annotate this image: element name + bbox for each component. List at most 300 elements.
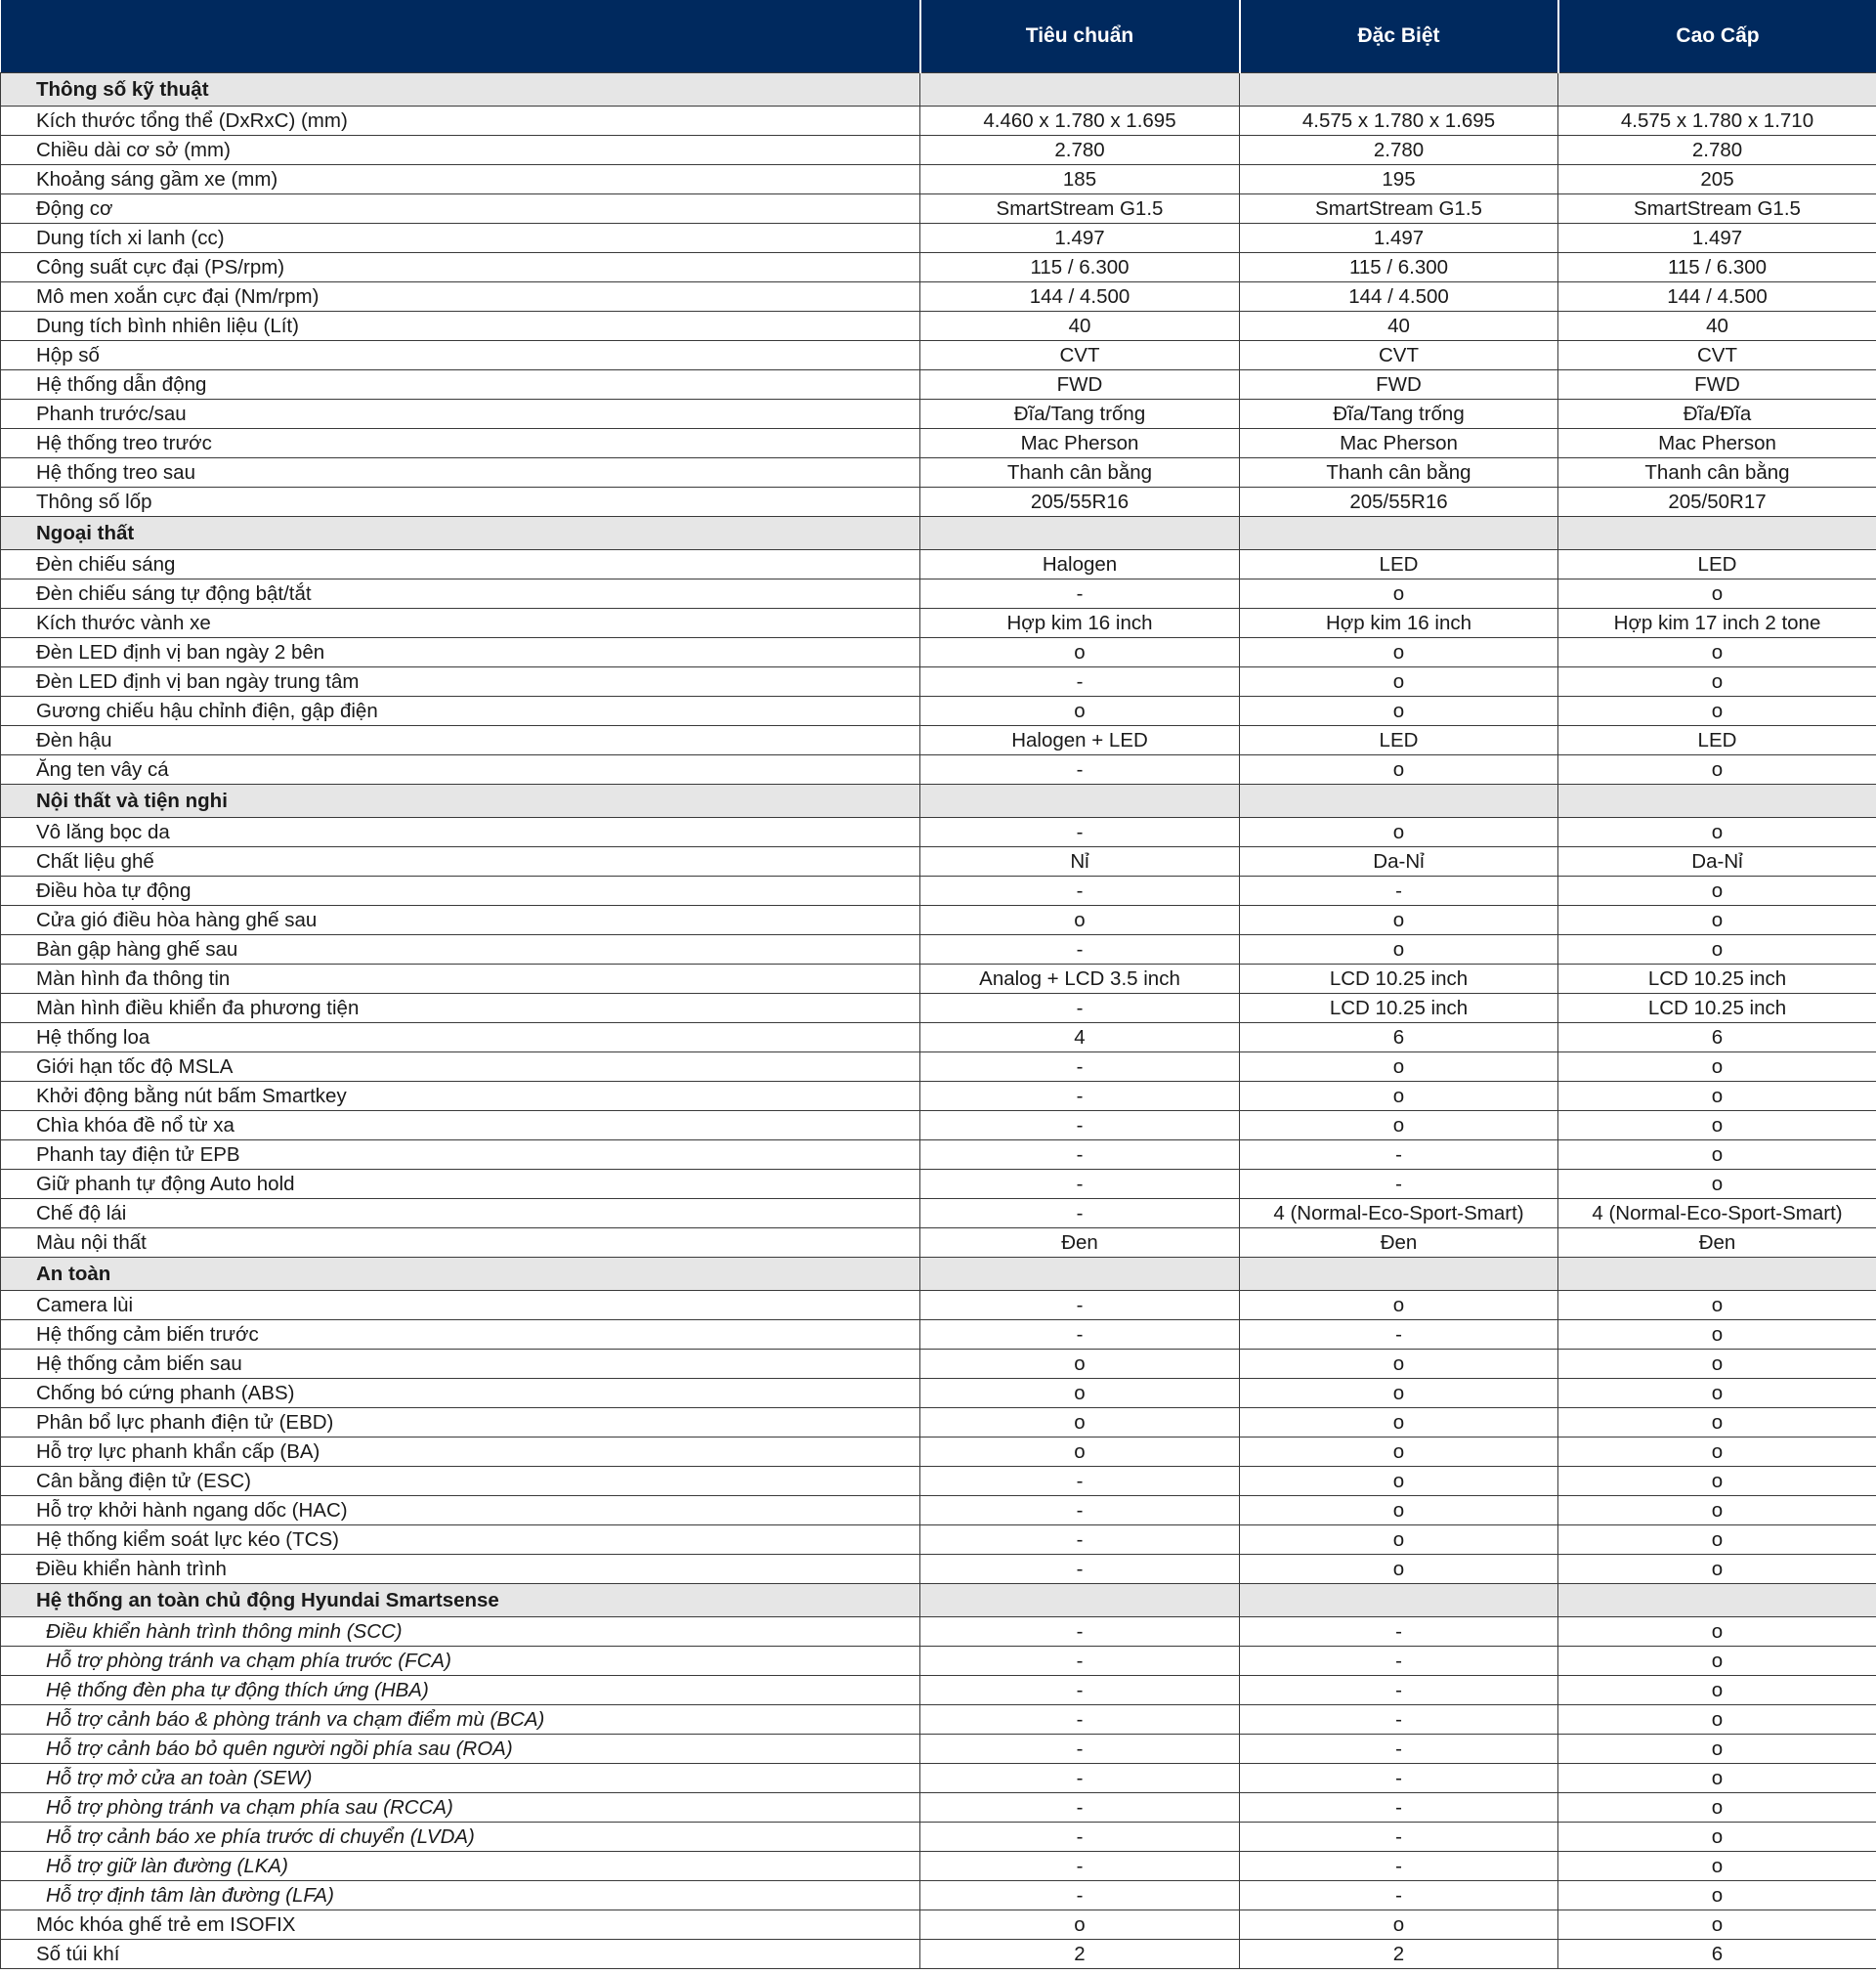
table-row <box>1 224 1876 253</box>
value-dac-biet: LCD 10.25 inch <box>1240 965 1558 994</box>
section-header-row <box>1 785 1876 818</box>
table-row <box>1 1555 1876 1584</box>
value-tieu-chuan: o <box>920 1438 1240 1467</box>
section-empty-cell <box>920 785 1240 818</box>
value-dac-biet: 2 <box>1240 1940 1558 1969</box>
value-dac-biet: - <box>1240 1676 1558 1705</box>
table-row <box>1 136 1876 165</box>
table-row <box>1 1852 1876 1881</box>
value-cao-cap: o <box>1558 906 1876 935</box>
value-dac-biet: 144 / 4.500 <box>1240 282 1558 312</box>
section-empty-cell <box>920 1584 1240 1617</box>
row-label: Công suất cực đại (PS/rpm) <box>1 253 920 282</box>
value-cao-cap: o <box>1558 1617 1876 1647</box>
table-row <box>1 847 1876 877</box>
row-label: Khởi động bằng nút bấm Smartkey <box>1 1082 920 1111</box>
row-label: Bàn gập hàng ghế sau <box>1 935 920 965</box>
section-header-row <box>1 1258 1876 1291</box>
value-cao-cap: o <box>1558 1291 1876 1320</box>
value-cao-cap: o <box>1558 1111 1876 1140</box>
row-label: Hệ thống treo trước <box>1 429 920 458</box>
row-label: Cân bằng điện tử (ESC) <box>1 1467 920 1496</box>
value-dac-biet: o <box>1240 1467 1558 1496</box>
value-tieu-chuan: 4.460 x 1.780 x 1.695 <box>920 107 1240 136</box>
value-tieu-chuan: - <box>920 818 1240 847</box>
value-dac-biet: LED <box>1240 550 1558 579</box>
section-empty-cell <box>1240 517 1558 550</box>
value-dac-biet: o <box>1240 1438 1558 1467</box>
value-tieu-chuan: Nỉ <box>920 847 1240 877</box>
value-dac-biet: o <box>1240 1350 1558 1379</box>
value-dac-biet: 6 <box>1240 1023 1558 1052</box>
value-dac-biet: o <box>1240 697 1558 726</box>
value-dac-biet: Hợp kim 16 inch <box>1240 609 1558 638</box>
value-tieu-chuan: - <box>920 1823 1240 1852</box>
value-dac-biet: o <box>1240 1525 1558 1555</box>
table-row <box>1 1111 1876 1140</box>
row-label: Hệ thống loa <box>1 1023 920 1052</box>
column-header-tieu-chuan: Tiêu chuẩn <box>920 0 1240 73</box>
value-dac-biet: 1.497 <box>1240 224 1558 253</box>
value-dac-biet: - <box>1240 1823 1558 1852</box>
table-row <box>1 755 1876 785</box>
value-cao-cap: o <box>1558 579 1876 609</box>
value-dac-biet: 2.780 <box>1240 136 1558 165</box>
section-empty-cell <box>920 1258 1240 1291</box>
row-label: Phân bổ lực phanh điện tử (EBD) <box>1 1408 920 1438</box>
value-cao-cap: 4.575 x 1.780 x 1.710 <box>1558 107 1876 136</box>
table-row <box>1 550 1876 579</box>
row-label: Đèn LED định vị ban ngày 2 bên <box>1 638 920 667</box>
value-tieu-chuan: CVT <box>920 341 1240 370</box>
table-row <box>1 1910 1876 1940</box>
value-dac-biet: - <box>1240 1793 1558 1823</box>
value-dac-biet: o <box>1240 1082 1558 1111</box>
value-cao-cap: o <box>1558 877 1876 906</box>
value-cao-cap: o <box>1558 1320 1876 1350</box>
row-label: Phanh tay điện tử EPB <box>1 1140 920 1170</box>
column-header-dac-biet: Đặc Biệt <box>1240 0 1558 73</box>
value-cao-cap: o <box>1558 1170 1876 1199</box>
row-label: Chống bó cứng phanh (ABS) <box>1 1379 920 1408</box>
value-dac-biet: - <box>1240 1170 1558 1199</box>
table-row <box>1 458 1876 488</box>
value-tieu-chuan: o <box>920 1408 1240 1438</box>
table-row <box>1 609 1876 638</box>
value-tieu-chuan: - <box>920 1555 1240 1584</box>
section-empty-cell <box>1558 785 1876 818</box>
table-row <box>1 1940 1876 1969</box>
table-row <box>1 341 1876 370</box>
value-cao-cap: o <box>1558 1676 1876 1705</box>
value-tieu-chuan: - <box>920 1496 1240 1525</box>
table-row <box>1 1467 1876 1496</box>
value-dac-biet: - <box>1240 1320 1558 1350</box>
row-label: Hệ thống đèn pha tự động thích ứng (HBA) <box>1 1676 920 1705</box>
table-row <box>1 1676 1876 1705</box>
section-header-row <box>1 517 1876 550</box>
value-tieu-chuan: 1.497 <box>920 224 1240 253</box>
value-dac-biet: o <box>1240 1910 1558 1940</box>
table-row <box>1 818 1876 847</box>
table-row <box>1 1617 1876 1647</box>
value-cao-cap: Đen <box>1558 1228 1876 1258</box>
row-label: Camera lùi <box>1 1291 920 1320</box>
table-row <box>1 994 1876 1023</box>
section-header-row <box>1 1584 1876 1617</box>
value-cao-cap: LED <box>1558 550 1876 579</box>
value-tieu-chuan: - <box>920 1617 1240 1647</box>
value-tieu-chuan: o <box>920 906 1240 935</box>
table-row <box>1 877 1876 906</box>
value-cao-cap: o <box>1558 1881 1876 1910</box>
value-cao-cap: o <box>1558 935 1876 965</box>
value-cao-cap: o <box>1558 697 1876 726</box>
table-row <box>1 1023 1876 1052</box>
value-dac-biet: - <box>1240 1617 1558 1647</box>
value-tieu-chuan: Đen <box>920 1228 1240 1258</box>
value-tieu-chuan: - <box>920 935 1240 965</box>
value-cao-cap: o <box>1558 1052 1876 1082</box>
table-row <box>1 312 1876 341</box>
value-tieu-chuan: - <box>920 1082 1240 1111</box>
row-label: Ăng ten vây cá <box>1 755 920 785</box>
row-label: Điều hòa tự động <box>1 877 920 906</box>
value-tieu-chuan: - <box>920 1052 1240 1082</box>
value-dac-biet: 115 / 6.300 <box>1240 253 1558 282</box>
value-dac-biet: o <box>1240 1291 1558 1320</box>
value-cao-cap: o <box>1558 1140 1876 1170</box>
row-label: Điều khiển hành trình <box>1 1555 920 1584</box>
value-dac-biet: Đen <box>1240 1228 1558 1258</box>
row-label: Kích thước vành xe <box>1 609 920 638</box>
value-dac-biet: - <box>1240 877 1558 906</box>
value-dac-biet: FWD <box>1240 370 1558 400</box>
value-cao-cap: o <box>1558 1735 1876 1764</box>
row-label: Hỗ trợ cảnh báo xe phía trước di chuyển (LVDA) <box>1 1823 920 1852</box>
row-label: Cửa gió điều hòa hàng ghế sau <box>1 906 920 935</box>
table-row <box>1 400 1876 429</box>
row-label: Đèn chiếu sáng tự động bật/tắt <box>1 579 920 609</box>
value-cao-cap: LCD 10.25 inch <box>1558 965 1876 994</box>
value-cao-cap: o <box>1558 1910 1876 1940</box>
value-tieu-chuan: - <box>920 1170 1240 1199</box>
section-title: An toàn <box>1 1258 920 1291</box>
section-title: Thông số kỹ thuật <box>1 73 920 107</box>
table-row <box>1 1647 1876 1676</box>
value-cao-cap: 4 (Normal-Eco-Sport-Smart) <box>1558 1199 1876 1228</box>
row-label: Dung tích bình nhiên liệu (Lít) <box>1 312 920 341</box>
section-empty-cell <box>1558 73 1876 107</box>
table-row <box>1 1735 1876 1764</box>
value-cao-cap: Thanh cân bằng <box>1558 458 1876 488</box>
value-cao-cap: o <box>1558 1764 1876 1793</box>
row-label: Khoảng sáng gầm xe (mm) <box>1 165 920 194</box>
value-tieu-chuan: - <box>920 667 1240 697</box>
row-label: Vô lăng bọc da <box>1 818 920 847</box>
row-label: Hỗ trợ cảnh báo & phòng tránh va chạm điểm mù (BCA) <box>1 1705 920 1735</box>
table-row <box>1 935 1876 965</box>
section-empty-cell <box>1558 1584 1876 1617</box>
value-cao-cap: o <box>1558 1467 1876 1496</box>
value-cao-cap: o <box>1558 1379 1876 1408</box>
value-dac-biet: 195 <box>1240 165 1558 194</box>
value-tieu-chuan: - <box>920 1764 1240 1793</box>
value-tieu-chuan: Halogen <box>920 550 1240 579</box>
value-tieu-chuan: Analog + LCD 3.5 inch <box>920 965 1240 994</box>
value-tieu-chuan: - <box>920 1467 1240 1496</box>
value-dac-biet: - <box>1240 1705 1558 1735</box>
table-row <box>1 488 1876 517</box>
row-label: Chiều dài cơ sở (mm) <box>1 136 920 165</box>
table-row <box>1 1705 1876 1735</box>
value-cao-cap: o <box>1558 1647 1876 1676</box>
table-row <box>1 1199 1876 1228</box>
row-label: Hỗ trợ khởi hành ngang dốc (HAC) <box>1 1496 920 1525</box>
header-row <box>1 0 1876 73</box>
value-tieu-chuan: o <box>920 1379 1240 1408</box>
value-dac-biet: o <box>1240 667 1558 697</box>
value-dac-biet: Thanh cân bằng <box>1240 458 1558 488</box>
value-tieu-chuan: 144 / 4.500 <box>920 282 1240 312</box>
value-cao-cap: o <box>1558 1705 1876 1735</box>
table-row <box>1 1525 1876 1555</box>
row-label: Hỗ trợ phòng tránh va chạm phía sau (RCCA) <box>1 1793 920 1823</box>
value-cao-cap: 6 <box>1558 1940 1876 1969</box>
row-label: Hỗ trợ định tâm làn đường (LFA) <box>1 1881 920 1910</box>
value-tieu-chuan: - <box>920 1320 1240 1350</box>
row-label: Móc khóa ghế trẻ em ISOFIX <box>1 1910 920 1940</box>
value-tieu-chuan: o <box>920 1350 1240 1379</box>
row-label: Hệ thống dẫn động <box>1 370 920 400</box>
value-tieu-chuan: - <box>920 1852 1240 1881</box>
row-label: Hệ thống cảm biến trước <box>1 1320 920 1350</box>
row-label: Mô men xoắn cực đại (Nm/rpm) <box>1 282 920 312</box>
table-row <box>1 1764 1876 1793</box>
value-dac-biet: o <box>1240 579 1558 609</box>
value-cao-cap: 205 <box>1558 165 1876 194</box>
value-tieu-chuan: SmartStream G1.5 <box>920 194 1240 224</box>
value-cao-cap: Da-Nỉ <box>1558 847 1876 877</box>
value-dac-biet: - <box>1240 1764 1558 1793</box>
value-cao-cap: o <box>1558 755 1876 785</box>
table-row <box>1 1291 1876 1320</box>
value-tieu-chuan: 185 <box>920 165 1240 194</box>
row-label: Hệ thống kiểm soát lực kéo (TCS) <box>1 1525 920 1555</box>
table-row <box>1 1496 1876 1525</box>
value-tieu-chuan: o <box>920 697 1240 726</box>
value-cao-cap: 115 / 6.300 <box>1558 253 1876 282</box>
value-cao-cap: o <box>1558 1525 1876 1555</box>
value-cao-cap: CVT <box>1558 341 1876 370</box>
value-tieu-chuan: Thanh cân bằng <box>920 458 1240 488</box>
value-cao-cap: o <box>1558 1408 1876 1438</box>
value-cao-cap: 2.780 <box>1558 136 1876 165</box>
table-row <box>1 165 1876 194</box>
row-label: Hỗ trợ mở cửa an toàn (SEW) <box>1 1764 920 1793</box>
value-tieu-chuan: 4 <box>920 1023 1240 1052</box>
value-tieu-chuan: 205/55R16 <box>920 488 1240 517</box>
value-dac-biet: SmartStream G1.5 <box>1240 194 1558 224</box>
row-label: Gương chiếu hậu chỉnh điện, gập điện <box>1 697 920 726</box>
table-row <box>1 1320 1876 1350</box>
value-dac-biet: o <box>1240 1496 1558 1525</box>
section-title: Hệ thống an toàn chủ động Hyundai Smartsense <box>1 1584 920 1617</box>
value-cao-cap: o <box>1558 1350 1876 1379</box>
table-body <box>1 73 1876 1969</box>
table-row <box>1 638 1876 667</box>
row-label: Màu nội thất <box>1 1228 920 1258</box>
value-cao-cap: 205/50R17 <box>1558 488 1876 517</box>
table-row <box>1 253 1876 282</box>
value-tieu-chuan: - <box>920 877 1240 906</box>
value-tieu-chuan: o <box>920 638 1240 667</box>
row-label: Đèn hậu <box>1 726 920 755</box>
value-cao-cap: o <box>1558 1823 1876 1852</box>
value-dac-biet: 4 (Normal-Eco-Sport-Smart) <box>1240 1199 1558 1228</box>
section-empty-cell <box>920 73 1240 107</box>
section-header-row <box>1 73 1876 107</box>
value-cao-cap: o <box>1558 1852 1876 1881</box>
value-cao-cap: 1.497 <box>1558 224 1876 253</box>
value-dac-biet: CVT <box>1240 341 1558 370</box>
row-label: Chìa khóa đề nổ từ xa <box>1 1111 920 1140</box>
row-label: Giới hạn tốc độ MSLA <box>1 1052 920 1082</box>
table-row <box>1 1052 1876 1082</box>
row-label: Hệ thống treo sau <box>1 458 920 488</box>
value-dac-biet: o <box>1240 1379 1558 1408</box>
row-label: Hỗ trợ giữ làn đường (LKA) <box>1 1852 920 1881</box>
row-label: Giữ phanh tự động Auto hold <box>1 1170 920 1199</box>
table-row <box>1 1823 1876 1852</box>
value-dac-biet: o <box>1240 1111 1558 1140</box>
section-empty-cell <box>1240 1258 1558 1291</box>
table-row <box>1 1228 1876 1258</box>
value-cao-cap: LED <box>1558 726 1876 755</box>
section-empty-cell <box>1240 73 1558 107</box>
value-cao-cap: Hợp kim 17 inch 2 tone <box>1558 609 1876 638</box>
table-row <box>1 906 1876 935</box>
table-row <box>1 579 1876 609</box>
value-tieu-chuan: - <box>920 579 1240 609</box>
row-label: Thông số lốp <box>1 488 920 517</box>
value-tieu-chuan: - <box>920 1676 1240 1705</box>
value-tieu-chuan: - <box>920 1140 1240 1170</box>
row-label: Điều khiển hành trình thông minh (SCC) <box>1 1617 920 1647</box>
section-empty-cell <box>920 517 1240 550</box>
value-cao-cap: o <box>1558 1438 1876 1467</box>
value-dac-biet: o <box>1240 1052 1558 1082</box>
value-tieu-chuan: 2.780 <box>920 136 1240 165</box>
value-dac-biet: o <box>1240 1555 1558 1584</box>
value-tieu-chuan: Halogen + LED <box>920 726 1240 755</box>
row-label: Động cơ <box>1 194 920 224</box>
section-empty-cell <box>1558 517 1876 550</box>
value-tieu-chuan: - <box>920 1199 1240 1228</box>
value-dac-biet: Mac Pherson <box>1240 429 1558 458</box>
value-cao-cap: o <box>1558 638 1876 667</box>
table-row <box>1 1408 1876 1438</box>
value-dac-biet: o <box>1240 638 1558 667</box>
value-dac-biet: LCD 10.25 inch <box>1240 994 1558 1023</box>
table-row <box>1 1170 1876 1199</box>
value-cao-cap: o <box>1558 1793 1876 1823</box>
value-tieu-chuan: Hợp kim 16 inch <box>920 609 1240 638</box>
table-row <box>1 429 1876 458</box>
table-row <box>1 1350 1876 1379</box>
value-dac-biet: LED <box>1240 726 1558 755</box>
value-cao-cap: 40 <box>1558 312 1876 341</box>
value-dac-biet: - <box>1240 1647 1558 1676</box>
value-tieu-chuan: - <box>920 994 1240 1023</box>
value-tieu-chuan: - <box>920 1111 1240 1140</box>
value-tieu-chuan: Mac Pherson <box>920 429 1240 458</box>
value-dac-biet: 40 <box>1240 312 1558 341</box>
value-tieu-chuan: 2 <box>920 1940 1240 1969</box>
section-title: Nội thất và tiện nghi <box>1 785 920 818</box>
value-tieu-chuan: - <box>920 1793 1240 1823</box>
value-dac-biet: - <box>1240 1735 1558 1764</box>
section-title: Ngoại thất <box>1 517 920 550</box>
value-dac-biet: o <box>1240 755 1558 785</box>
value-cao-cap: SmartStream G1.5 <box>1558 194 1876 224</box>
row-label: Số túi khí <box>1 1940 920 1969</box>
value-tieu-chuan: - <box>920 1291 1240 1320</box>
value-cao-cap: o <box>1558 1082 1876 1111</box>
table-row <box>1 726 1876 755</box>
section-empty-cell <box>1240 1584 1558 1617</box>
value-cao-cap: FWD <box>1558 370 1876 400</box>
value-tieu-chuan: - <box>920 1735 1240 1764</box>
value-dac-biet: o <box>1240 906 1558 935</box>
value-tieu-chuan: - <box>920 755 1240 785</box>
value-cao-cap: Mac Pherson <box>1558 429 1876 458</box>
value-cao-cap: o <box>1558 667 1876 697</box>
value-dac-biet: o <box>1240 935 1558 965</box>
table-row <box>1 1881 1876 1910</box>
table-row <box>1 282 1876 312</box>
section-empty-cell <box>1558 1258 1876 1291</box>
row-label: Hỗ trợ cảnh báo bỏ quên người ngồi phía sau (ROA) <box>1 1735 920 1764</box>
row-label: Hỗ trợ phòng tránh va chạm phía trước (FCA) <box>1 1647 920 1676</box>
row-label: Màn hình đa thông tin <box>1 965 920 994</box>
value-dac-biet: - <box>1240 1852 1558 1881</box>
value-dac-biet: o <box>1240 1408 1558 1438</box>
row-label: Hỗ trợ lực phanh khẩn cấp (BA) <box>1 1438 920 1467</box>
row-label: Đèn LED định vị ban ngày trung tâm <box>1 667 920 697</box>
table-row <box>1 1793 1876 1823</box>
section-empty-cell <box>1240 785 1558 818</box>
header-corner-cell <box>1 0 920 73</box>
row-label: Kích thước tổng thể (DxRxC) (mm) <box>1 107 920 136</box>
row-label: Hộp số <box>1 341 920 370</box>
value-dac-biet: - <box>1240 1140 1558 1170</box>
value-dac-biet: o <box>1240 818 1558 847</box>
value-cao-cap: o <box>1558 1496 1876 1525</box>
column-header-cao-cap: Cao Cấp <box>1558 0 1876 73</box>
table-row <box>1 107 1876 136</box>
table-row <box>1 1379 1876 1408</box>
value-dac-biet: Da-Nỉ <box>1240 847 1558 877</box>
value-tieu-chuan: - <box>920 1647 1240 1676</box>
table-row <box>1 697 1876 726</box>
table-row <box>1 370 1876 400</box>
table-header <box>1 0 1876 73</box>
row-label: Dung tích xi lanh (cc) <box>1 224 920 253</box>
value-dac-biet: 4.575 x 1.780 x 1.695 <box>1240 107 1558 136</box>
table-row <box>1 1082 1876 1111</box>
value-cao-cap: 6 <box>1558 1023 1876 1052</box>
